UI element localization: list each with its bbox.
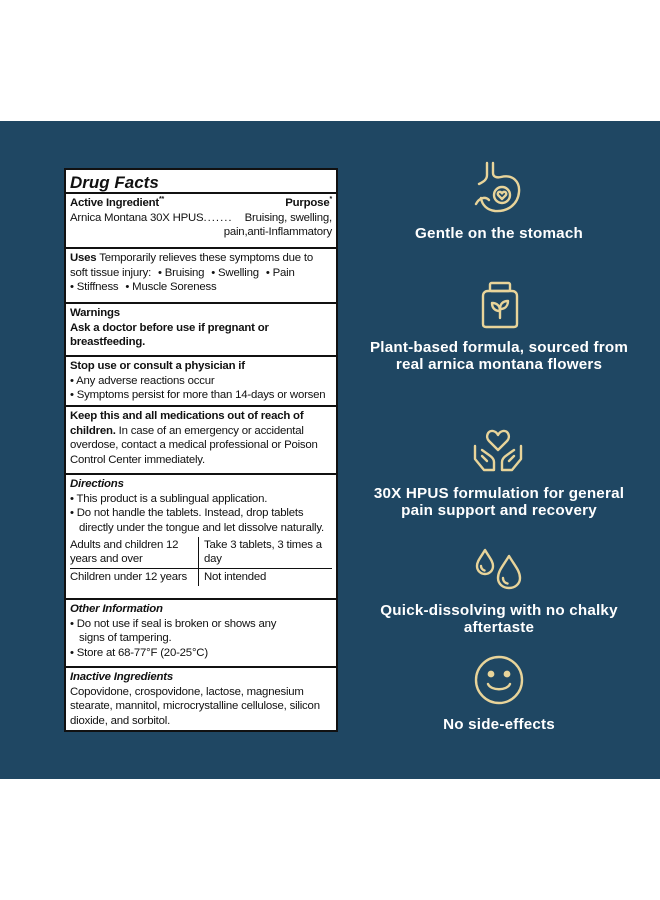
purpose-label: Purpose <box>285 197 330 209</box>
dose-who: Children under 12 years <box>70 571 187 583</box>
direction-item: • This product is a sublingual application. <box>70 492 268 505</box>
uses-intro: Temporarily relieves these symptoms due to soft tissue injury: <box>70 252 314 279</box>
benefit-text: Plant-based formula, sourced from real arnica montana flowers <box>369 339 629 373</box>
keep-out-of-reach-section <box>66 407 336 475</box>
other-item-continued: signs of tampering. <box>79 632 172 644</box>
drug-facts-label <box>64 168 338 732</box>
directions-label: Directions <box>70 478 124 490</box>
supplement-bottle-icon <box>481 281 519 329</box>
other-item: • Store at 68-77°F (20-25°C) <box>70 646 208 659</box>
inactive-ingredients-section <box>66 668 336 731</box>
table-row <box>70 537 332 569</box>
warnings-section <box>66 304 336 357</box>
use-item: • Pain <box>265 266 295 279</box>
direction-item: • Do not handle the tablets. Instead, drop tablets <box>70 507 304 519</box>
use-item: • Bruising <box>158 266 205 279</box>
keep-out-text: In case of an emergency or accidental overdose, contact a medical professional or Poison Control Center immediately. <box>70 424 318 466</box>
dosage-table <box>70 537 332 586</box>
stop-use-label: Stop use or consult a physician if <box>70 360 245 372</box>
inactive-ingredients-label: Inactive Ingredients <box>70 671 173 683</box>
ingredient-name: Arnica Montana 30X HPUS <box>70 211 204 224</box>
dose-who: Adults and children 12 years and over <box>70 537 199 569</box>
stomach-icon <box>473 160 523 216</box>
dose-amount: Take 3 tablets, 3 times a day <box>199 537 333 569</box>
stop-item: • Symptoms persist for more than 14-days or worsen <box>70 389 326 401</box>
active-ingredient-label: Active Ingredient <box>70 197 160 209</box>
table-row <box>70 569 332 587</box>
benefit-text: 30X HPUS formulation for general pain support and recovery <box>373 485 625 519</box>
water-drops-icon <box>474 547 524 591</box>
use-item: • Stiffness <box>70 281 119 293</box>
benefit-text: Gentle on the stomach <box>415 225 583 242</box>
other-information-label: Other Information <box>70 603 163 615</box>
direction-item-continued: directly under the tongue and let dissolve naturally. <box>79 521 324 534</box>
stop-item: • Any adverse reactions occur <box>70 374 215 387</box>
keep-out-bold: Keep this and all medications out of reach of children. <box>70 410 304 437</box>
use-item: • Swelling <box>211 266 259 279</box>
stop-use-section <box>66 357 336 407</box>
dose-amount: Not intended <box>199 569 333 587</box>
directions-section <box>66 475 336 600</box>
drug-facts-title: Drug Facts <box>66 170 336 194</box>
warnings-label: Warnings <box>70 307 120 319</box>
active-ingredient-section: Active Ingredient** Purpose* Arnica Montana 30X HPUS....... Bruising, swelling, pain,anti-Inflammatory <box>66 194 336 249</box>
smiley-face-icon <box>473 654 525 706</box>
benefit-text: No side-effects <box>443 716 555 733</box>
uses-label: Uses <box>70 252 97 264</box>
benefit-text: Quick-dissolving with no chalky aftertaste <box>380 602 618 636</box>
other-information-section <box>66 600 336 668</box>
warnings-text: Ask a doctor before use if pregnant or breastfeeding. <box>70 321 269 348</box>
use-item: • Muscle Soreness <box>125 281 217 293</box>
other-item: • Do not use if seal is broken or shows any <box>70 617 277 630</box>
hands-heart-icon <box>472 426 524 476</box>
uses-section <box>66 249 336 304</box>
purpose-line-1: Bruising, swelling, <box>244 211 332 224</box>
inactive-ingredients-text: Copovidone, crospovidone, lactose, magnesium stearate, mannitol, microcrystalline cellulose, silicon dioxide, and sorbitol. <box>70 685 320 727</box>
purpose-line-2: pain,anti-Inflammatory <box>223 226 332 238</box>
